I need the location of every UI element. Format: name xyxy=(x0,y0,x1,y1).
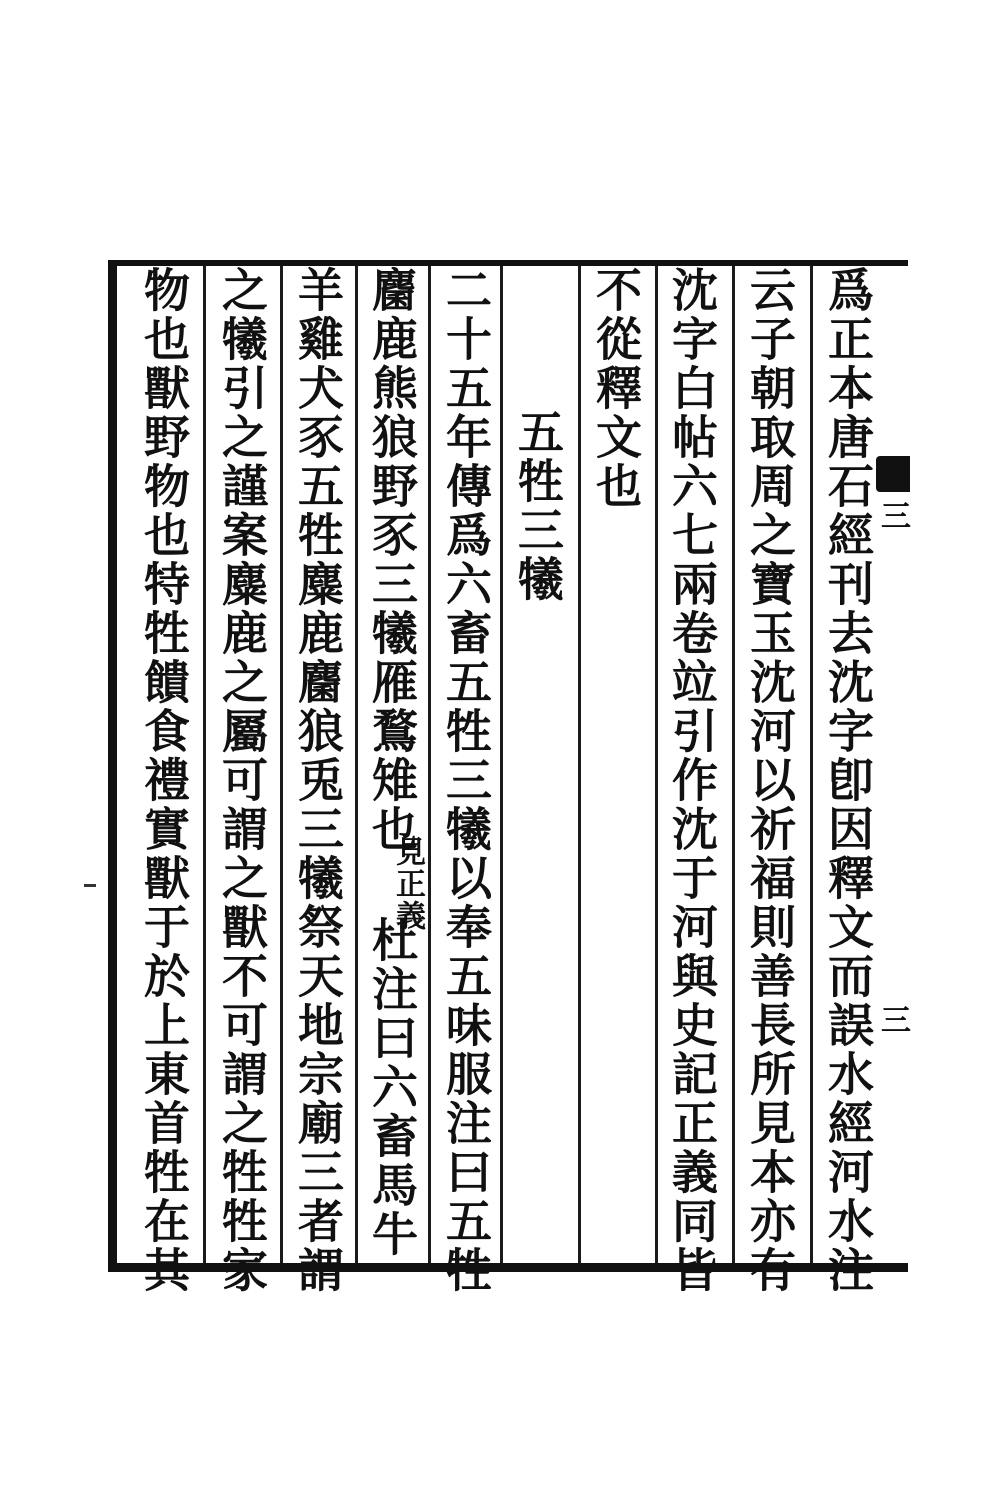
margin-page-char: 三 xyxy=(875,500,910,530)
ink-speck xyxy=(84,884,96,887)
text-column-10: 物也獸野物也特牲饋食禮實獸于於上東首牲在其 xyxy=(137,266,191,1295)
column-rule xyxy=(655,266,658,1263)
text-column-2: 云子朝取周之寶玉沈河以祈福則善長所見本亦有 xyxy=(743,266,797,1295)
text-column-3: 沈字白帖六七兩卷竝引作沈于河與史記正義同皆 xyxy=(665,266,719,1295)
text-column-8: 羊雞犬豕五牲麋鹿麕狼兎三犧祭天地宗廟三者謂 xyxy=(291,266,345,1295)
text-column-7-tail: 杜注曰六畜馬牛 xyxy=(365,916,419,1259)
text-column-9: 之犧引之謹案麋鹿之屬可謂之獸不可謂之牲牲家 xyxy=(215,266,269,1295)
column-rule xyxy=(355,266,358,1263)
margin-page-char: 三 xyxy=(875,1004,910,1034)
column-rule xyxy=(810,266,813,1263)
text-column-7-main: 麕鹿熊狼野豕三犧雁鶩雉也 xyxy=(365,266,419,854)
column-rule xyxy=(578,266,581,1263)
section-heading: 五牲三犧 xyxy=(511,408,565,604)
column-rule xyxy=(280,266,283,1263)
column-rule xyxy=(203,266,206,1263)
fish-tail-marker xyxy=(876,456,910,492)
column-rule xyxy=(500,266,503,1263)
column-rule xyxy=(428,266,431,1263)
text-column-1: 爲正本唐石經刊去沈字卽因釋文而誤水經河水注 xyxy=(821,266,875,1295)
text-column-4: 不從釋文也 xyxy=(589,266,643,511)
text-column-6: 二十五年傳爲六畜五牲三犧以奉五味服注曰五牲 xyxy=(439,266,493,1295)
interlinear-note: 見正義 xyxy=(390,836,425,932)
column-rule xyxy=(732,266,735,1263)
